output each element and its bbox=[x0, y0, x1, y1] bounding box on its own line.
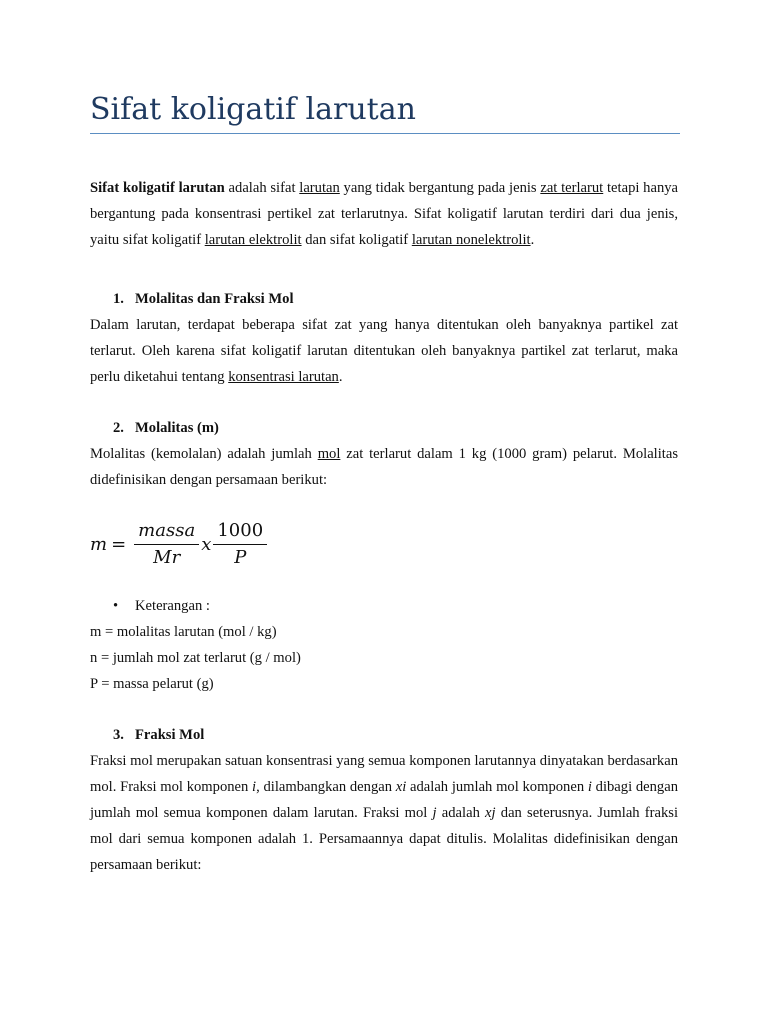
intro-text: tetapi hanya bergantung pada konsentrasi pertikel zat terlarutnya. Sifat koligatif larutan terdiri dari dua jenis, yaitu sifat koligatif bbox=[90, 180, 679, 248]
formula-fraction-2 bbox=[213, 520, 267, 569]
section-title: Molalitas (m) bbox=[135, 420, 219, 436]
section-1-text: . bbox=[338, 369, 343, 385]
section-number: 3. bbox=[113, 727, 124, 743]
intro-text: . bbox=[530, 232, 535, 248]
section-1-heading bbox=[113, 286, 294, 312]
molality-formula bbox=[90, 516, 269, 572]
notes-line: n = jumlah mol zat terlarut (g / mol) bbox=[90, 650, 301, 666]
section-3-text: adalah bbox=[436, 805, 486, 821]
intro-text: dan sifat koligatif bbox=[301, 232, 412, 248]
intro-paragraph bbox=[90, 175, 678, 253]
notes-line: m = molalitas larutan (mol / kg) bbox=[90, 624, 277, 640]
formula-fraction-1 bbox=[134, 520, 199, 569]
link-larutan[interactable]: larutan bbox=[299, 180, 340, 196]
section-1-text: Dalam larutan, terdapat beberapa sifat zat yang hanya ditentukan oleh banyaknya partikel zat terlarut. Oleh karena sifat koligatif larutan ditentukan oleh banyaknya partikel zat terlarut, maka perlu diketahui tentang bbox=[90, 317, 678, 385]
section-2-heading bbox=[113, 415, 219, 441]
intro-text: yang tidak bergantung pada jenis bbox=[339, 180, 541, 196]
section-3-italic: j bbox=[432, 805, 437, 821]
section-3-text: dibagi dengan jumlah mol semua komponen dalam larutan. Fraksi mol bbox=[90, 779, 678, 821]
formula-numerator: massa bbox=[134, 520, 199, 545]
section-3-italic: xi bbox=[395, 779, 407, 795]
intro-text: adalah sifat bbox=[224, 180, 300, 196]
section-3-italic: xj bbox=[485, 805, 496, 821]
section-1-paragraph bbox=[90, 312, 678, 390]
intro-term: Sifat koligatif larutan bbox=[90, 180, 225, 196]
link-mol[interactable]: mol bbox=[317, 446, 341, 462]
title-divider bbox=[90, 133, 680, 134]
link-larutan-nonelektrolit[interactable]: larutan nonelektrolit bbox=[411, 232, 531, 248]
section-3-paragraph bbox=[90, 748, 678, 878]
link-konsentrasi-larutan[interactable]: konsentrasi larutan bbox=[228, 369, 339, 385]
section-number: 2. bbox=[113, 420, 124, 436]
formula-denominator: Mr bbox=[153, 546, 181, 568]
section-3-text: dan seterusnya. Jumlah fraksi mol dari semua komponen adalah 1. Persamaannya dapat ditulis. Molalitas didefinisikan dengan persamaan berikut: bbox=[90, 805, 678, 873]
section-2-paragraph bbox=[90, 441, 678, 493]
notes-bullet-item bbox=[113, 593, 210, 619]
notes-line: P = massa pelarut (g) bbox=[90, 676, 214, 692]
link-zat-terlarut[interactable]: zat terlarut bbox=[540, 180, 604, 196]
section-title: Molalitas dan Fraksi Mol bbox=[135, 291, 294, 307]
section-3-text: , dilambangkan dengan bbox=[256, 779, 396, 795]
formula-lhs: m bbox=[90, 533, 108, 555]
section-3-italic: i bbox=[587, 779, 592, 795]
formula-numerator: 1000 bbox=[213, 520, 267, 545]
notes-label: Keterangan : bbox=[135, 598, 210, 614]
formula-denominator: P bbox=[234, 546, 247, 568]
section-title: Fraksi Mol bbox=[135, 727, 205, 743]
section-3-italic: i bbox=[252, 779, 257, 795]
section-3-text: adalah jumlah mol komponen bbox=[406, 779, 588, 795]
page-title: Sifat koligatif larutan bbox=[90, 92, 416, 127]
bullet-icon: • bbox=[113, 598, 119, 614]
section-2-text: Molalitas (kemolalan) adalah jumlah bbox=[90, 446, 318, 462]
link-larutan-elektrolit[interactable]: larutan elektrolit bbox=[204, 232, 302, 248]
section-number: 1. bbox=[113, 291, 124, 307]
formula-times: x bbox=[201, 533, 212, 555]
formula-equals: = bbox=[111, 533, 127, 555]
section-3-heading bbox=[113, 722, 204, 748]
section-2-text: zat terlarut dalam 1 kg (1000 gram) pelarut. Molalitas didefinisikan dengan persamaan berikut: bbox=[90, 446, 678, 488]
section-3-text: Fraksi mol merupakan satuan konsentrasi yang semua komponen larutannya dinyatakan berdasarkan mol. Fraksi mol komponen bbox=[90, 753, 678, 795]
